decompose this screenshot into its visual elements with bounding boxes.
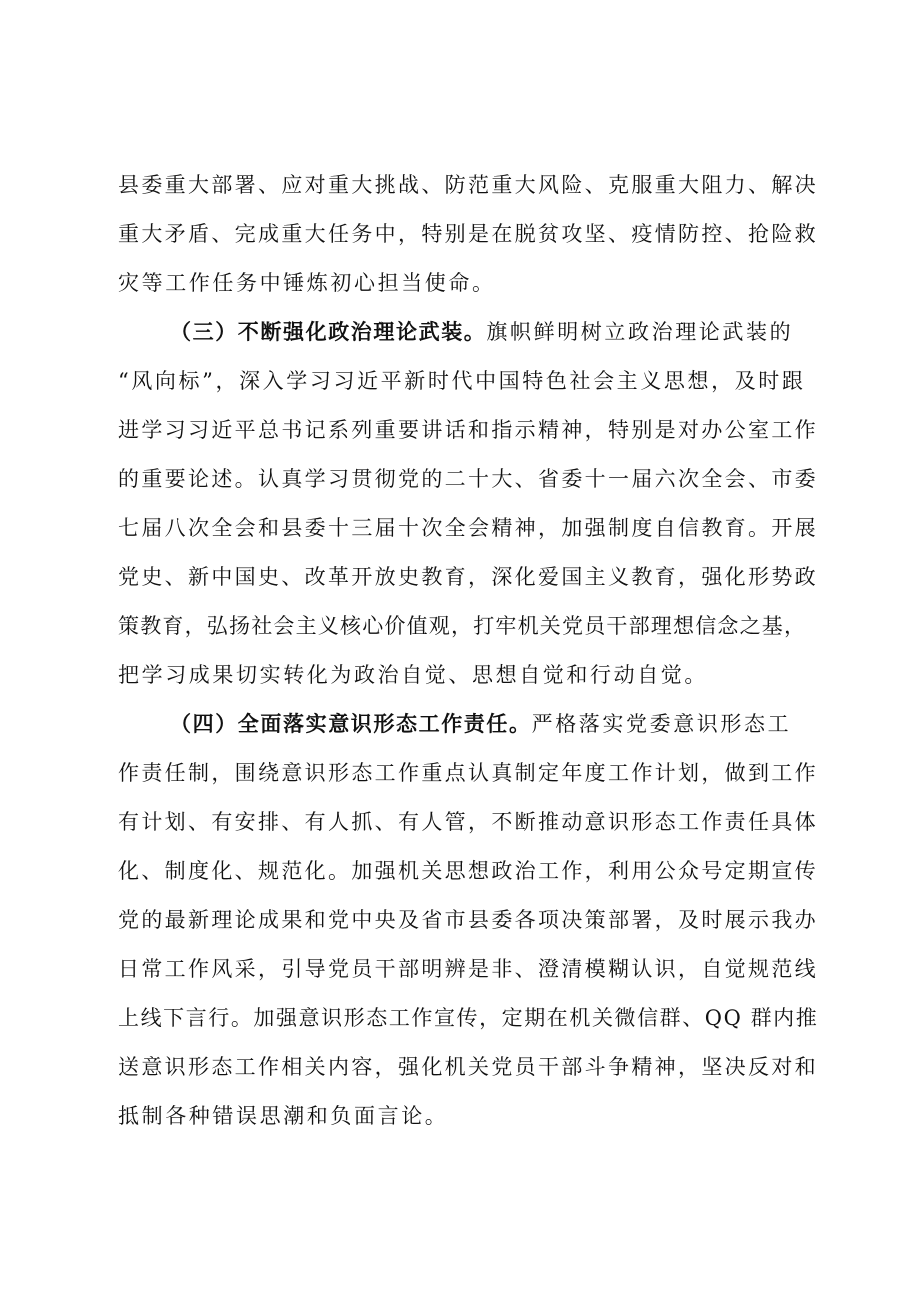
text-line: 七届八次全会和县委十三届十次全会精神，加强制度自信教育。开展 <box>118 516 818 540</box>
text-line: 进学习习近平总书记系列重要讲话和指示精神，特别是对办公室工作 <box>118 418 818 442</box>
text-line: 党史、新中国史、改革开放史教育，深化爱国主义教育，强化形势政 <box>118 565 818 589</box>
paragraph-first-line <box>170 709 791 739</box>
text-line: 抵制各种错误思潮和负面言论。 <box>118 1104 449 1128</box>
text-line: 把学习成果切实转化为政治自觉、思想自觉和行动自觉。 <box>118 663 708 687</box>
text-line: 的重要论述。认真学习贯彻党的二十大、省委十一届六次全会、市委 <box>118 467 818 491</box>
section-heading-4: （四）全面落实意识形态工作责任。 <box>170 712 532 736</box>
text-line: 送意识形态工作相关内容，强化机关党员干部斗争精神，坚决反对和 <box>118 1055 818 1079</box>
text-line: 策教育，弘扬社会主义核心价值观，打牢机关党员干部理想信念之基， <box>118 614 807 638</box>
text-line: 县委重大部署、应对重大挑战、防范重大风险、克服重大阻力、解决 <box>118 173 818 197</box>
text-line: 日常工作风采，引导党员干部明辨是非、澄清模糊认识，自觉规范线 <box>118 957 818 981</box>
text-line: 作责任制，围绕意识形态工作重点认真制定年度工作计划，做到工作 <box>118 761 818 785</box>
text-line: 党的最新理论成果和党中央及省市县委各项决策部署，及时展示我办 <box>118 908 818 932</box>
text-line: 化、制度化、规范化。加强机关思想政治工作，利用公众号定期宣传 <box>118 859 818 883</box>
text-line: 重大矛盾、完成重大任务中，特别是在脱贫攻坚、疫情防控、抢险救 <box>118 222 818 246</box>
text-line: 灾等工作任务中锤炼初心担当使命。 <box>118 271 496 295</box>
section-heading-3: （三）不断强化政治理论武装。 <box>170 320 487 344</box>
text-line: 有计划、有安排、有人抓、有人管，不断推动意识形态工作责任具体 <box>118 810 818 834</box>
text-run: 旗帜鲜明树立政治理论武装的 <box>486 320 794 344</box>
text-run: 严格落实党委意识形态工 <box>531 712 792 736</box>
text-line: 上线下言行。加强意识形态工作宣传，定期在机关微信群、QQ 群内推 <box>118 1006 819 1030</box>
text-line: “风向标”，深入学习习近平新时代中国特色社会主义思想，及时跟 <box>118 369 806 393</box>
paragraph-first-line <box>170 317 793 347</box>
